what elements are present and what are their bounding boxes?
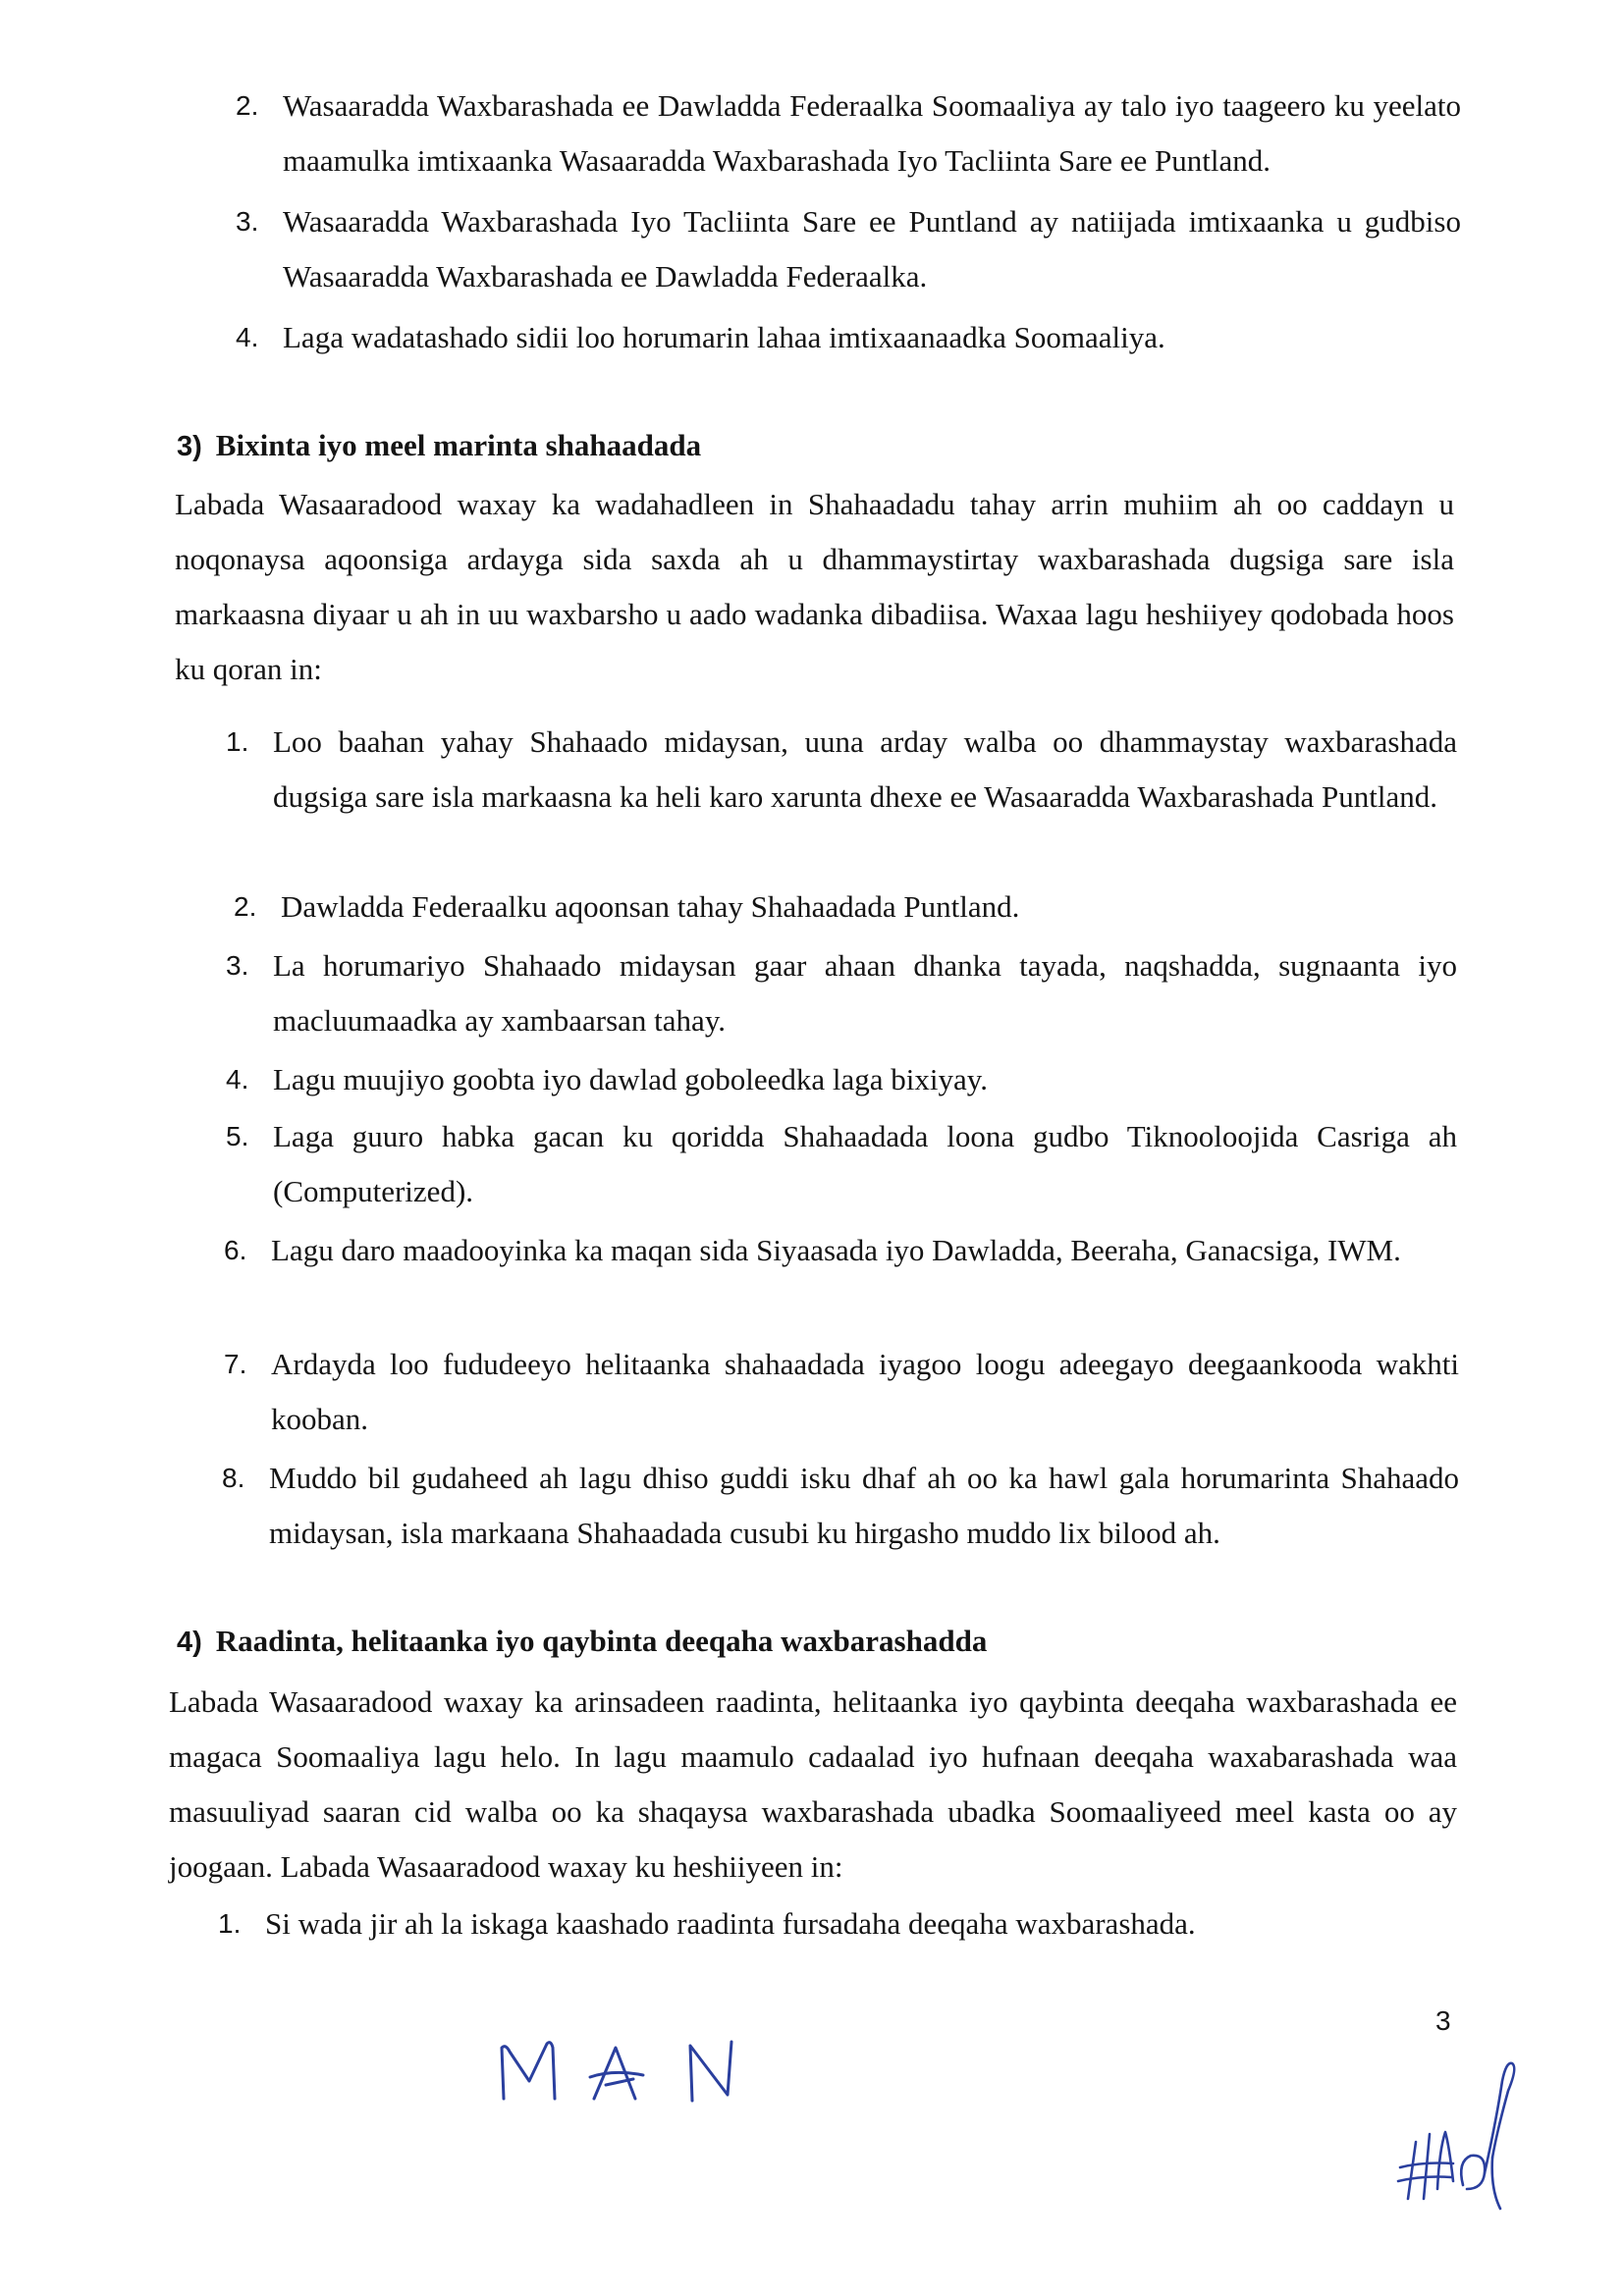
list-item (236, 310, 1461, 365)
list-item-number: 5. (226, 1121, 249, 1151)
list-item-text: La horumariyo Shahaado midaysan gaar ahaan dhanka tayada, naqshadda, sugnaanta iyo macluumaadka ay xambaarsan tahay. (273, 948, 1457, 1038)
list-item-text: Laga wadatashado sidii loo horumarin lahaa imtixaanaadka Soomaaliya. (283, 320, 1165, 354)
list-item (226, 1052, 1457, 1107)
list-item-text: Lagu muujiyo goobta iyo dawlad goboleedka laga bixiyay. (273, 1062, 989, 1096)
list-item-text: Wasaaradda Waxbarashada ee Dawladda Federaalka Soomaaliya ay talo iyo taageero ku yeelato maamulka imtixaanka Wasaaradda Waxbarashada Iyo Tacliinta Sare ee Puntland. (283, 88, 1461, 178)
list-item (226, 1109, 1457, 1219)
list-item-text: Muddo bil gudaheed ah lagu dhiso guddi isku dhaf ah oo ka hawl gala horumarinta Shahaado midaysan, isla markaana Shahaadada cusubi ku hirgasho muddo lix bilood ah. (269, 1461, 1459, 1550)
list-item-text: Wasaaradda Waxbarashada Iyo Tacliinta Sare ee Puntland ay natiijada imtixaanka u gudbiso Wasaaradda Waxbarashada ee Dawladda Federaalka. (283, 204, 1461, 294)
list-item (218, 1896, 1457, 1951)
list-item-number: 4. (236, 322, 259, 352)
list-item-number: 1. (226, 726, 249, 757)
page-number: 3 (1435, 2005, 1451, 2036)
list-item-number: 1. (218, 1908, 242, 1939)
list-item (226, 938, 1457, 1048)
section-number: 3) (177, 431, 202, 462)
list-item (224, 1223, 1459, 1278)
section-number: 4) (177, 1627, 202, 1658)
signature (1394, 2052, 1542, 2218)
list-item-number: 2. (234, 891, 257, 922)
section-heading (177, 426, 701, 466)
section-title: Raadinta, helitaanka iyo qaybinta deeqaha waxbarashadda (215, 1624, 988, 1658)
list-item-number: 3. (226, 950, 249, 981)
section-heading (177, 1622, 987, 1662)
list-item-number: 4. (226, 1064, 249, 1095)
list-item-text: Loo baahan yahay Shahaado midaysan, uuna arday walba oo dhammaystay waxbarashada dugsiga sare isla markaasna ka heli karo xarunta dhexe ee Wasaaradda Waxbarashada Puntland. (273, 724, 1457, 814)
list-item-number: 8. (222, 1463, 245, 1493)
list-item (234, 880, 1457, 934)
list-item-text: Dawladda Federaalku aqoonsan tahay Shahaadada Puntland. (281, 889, 1020, 924)
list-item-text: Si wada jir ah la iskaga kaashado raadinta fursadaha deeqaha waxbarashada. (265, 1906, 1196, 1941)
list-item (236, 194, 1461, 304)
list-item (222, 1451, 1459, 1561)
section-paragraph: Labada Wasaaradood waxay ka arinsadeen raadinta, helitaanka iyo qaybinta deeqaha waxbarashada ee magaca Soomaaliya lagu helo. In lagu maamulo cadaalad iyo hufnaan deeqaha waxabarashada waa masuuliyad saaran cid walba oo ka shaqaysa waxbarashada ubadka Soomaaliyeed meel kasta oo ay joogaan. Labada Wasaaradood waxay ku heshiiyeen in: (169, 1684, 1457, 1884)
list-item (236, 79, 1461, 188)
list-item-text: Laga guuro habka gacan ku qoridda Shahaadada loona gudbo Tiknooloojida Casriga ah (Computerized). (273, 1119, 1457, 1208)
list-item (224, 1337, 1459, 1447)
list-item-number: 2. (236, 90, 259, 121)
list-item-text: Ardayda loo fududeeyo helitaanka shahaadada iyagoo loogu adeegayo deegaankooda wakhti kooban. (271, 1347, 1459, 1436)
section-title: Bixinta iyo meel marinta shahaadada (215, 428, 702, 462)
list-item-number: 6. (224, 1235, 247, 1265)
list-item (226, 715, 1457, 825)
handwritten-initials (496, 2030, 751, 2109)
section-paragraph: Labada Wasaaradood waxay ka wadahadleen in Shahaadadu tahay arrin muhiim ah oo caddayn u noqonaysa aqoonsiga ardayga sida saxda ah u dhammaystirtay waxbarashada dugsiga sare isla markaasna diyaar u ah in uu waxbarsho u aado wadanka dibadiisa. Waxaa lagu heshiiyey qodobada hoos ku qoran in: (175, 487, 1454, 686)
list-item-number: 7. (224, 1349, 247, 1379)
list-item-number: 3. (236, 206, 259, 237)
list-item-text: Lagu daro maadooyinka ka maqan sida Siyaasada iyo Dawladda, Beeraha, Ganacsiga, IWM. (271, 1233, 1401, 1267)
